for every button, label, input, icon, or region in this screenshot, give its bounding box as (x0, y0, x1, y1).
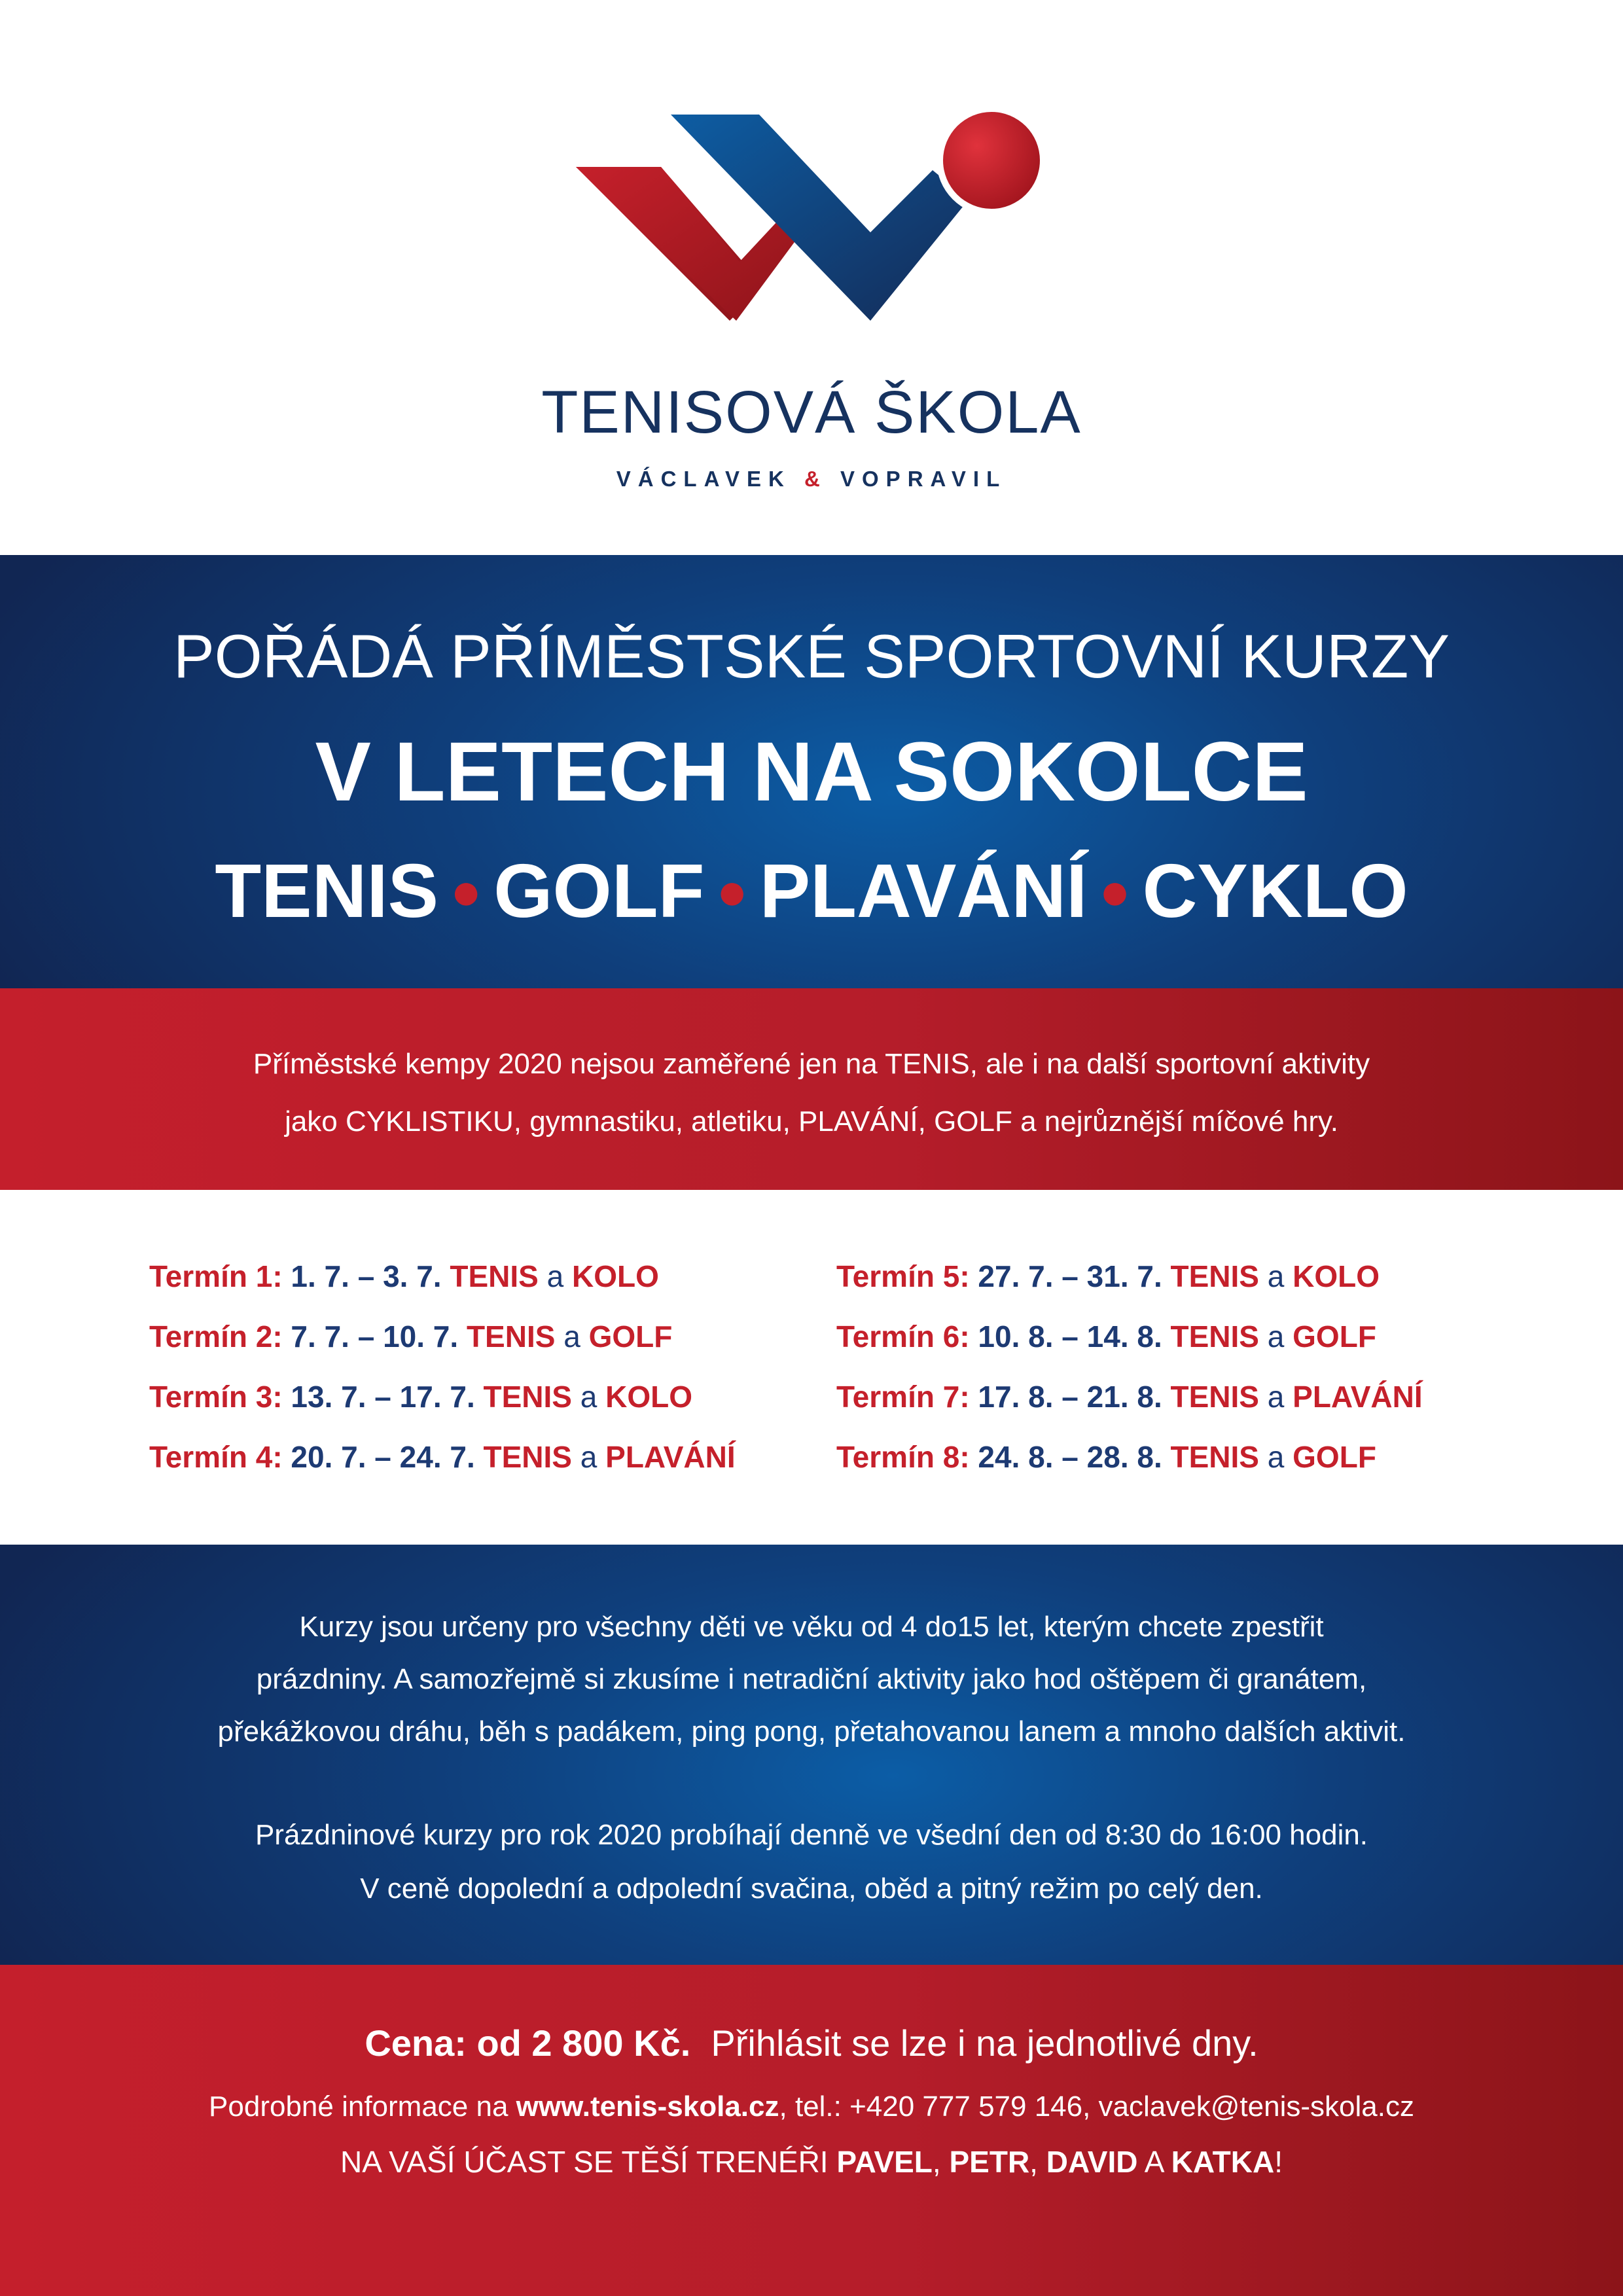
sport-plavani: PLAVÁNÍ (759, 848, 1088, 933)
separator-dot: ● (1099, 862, 1131, 920)
term-label: Termín 4: (149, 1440, 283, 1474)
footer-band (0, 1965, 1623, 2296)
term-sport-1: TENIS (466, 1319, 556, 1354)
exclaim: ! (1274, 2145, 1283, 2179)
sport-golf: GOLF (493, 848, 705, 933)
coaches-line (0, 2139, 1623, 2185)
term-label: Termín 5: (836, 1259, 970, 1293)
coaches-prefix: NA VAŠÍ ÚČAST SE TĚŠÍ TRENÉŘI (340, 2145, 829, 2179)
website-link[interactable]: www.tenis-skola.cz (516, 2090, 779, 2123)
price-note: Přihlásit se lze i na jednotlivé dny. (711, 2022, 1258, 2064)
owner-vaclavek: VÁCLAVEK (616, 467, 791, 491)
term-sport-2: PLAVÁNÍ (605, 1440, 736, 1474)
term-sport-1: TENIS (483, 1440, 572, 1474)
term-dates: 1. 7. – 3. 7. (291, 1259, 442, 1293)
tennis-school-logo-icon (569, 108, 1054, 331)
term-sport-2: KOLO (605, 1380, 693, 1414)
sport-cyklo: CYKLO (1142, 848, 1408, 933)
term-dates: 20. 7. – 24. 7. (291, 1440, 475, 1474)
ampersand: & (804, 467, 827, 491)
term-dates: 17. 8. – 21. 8. (978, 1380, 1162, 1414)
term-sport-2: KOLO (1293, 1259, 1380, 1293)
term-sport-2: PLAVÁNÍ (1293, 1380, 1423, 1414)
term-sport-1: TENIS (1170, 1319, 1259, 1354)
term-sport-2: GOLF (588, 1319, 673, 1354)
owner-vopravil: VOPRAVIL (840, 467, 1007, 491)
term-label: Termín 6: (836, 1319, 970, 1354)
contact-details: , tel.: +420 777 579 146, vaclavek@tenis-skola.cz (779, 2090, 1414, 2123)
term-sport-1: TENIS (483, 1380, 572, 1414)
coach-petr: PETR (949, 2145, 1030, 2179)
school-name: TENISOVÁ ŠKOLA (541, 379, 1082, 446)
term-label: Termín 8: (836, 1440, 970, 1474)
term-conj: a (1267, 1319, 1285, 1354)
term-dates: 24. 8. – 28. 8. (978, 1440, 1162, 1474)
separator-dot: ● (450, 862, 482, 920)
sport-tenis: TENIS (215, 848, 438, 933)
details-band (0, 1545, 1623, 1965)
coach-david: DAVID (1046, 2145, 1138, 2179)
term-conj: a (546, 1259, 564, 1293)
term-label: Termín 3: (149, 1380, 283, 1414)
term-sport-1: TENIS (1170, 1259, 1259, 1293)
term-item (149, 1437, 736, 1477)
price-line (0, 2017, 1623, 2070)
hero-band (0, 555, 1623, 988)
term-conj: a (1267, 1380, 1285, 1414)
term-conj: a (563, 1319, 580, 1354)
term-item (836, 1257, 1380, 1296)
term-sport-2: KOLO (572, 1259, 659, 1293)
intro-band (0, 988, 1623, 1190)
school-owners (0, 465, 1623, 493)
term-conj: a (580, 1440, 597, 1474)
term-item (836, 1377, 1423, 1416)
header (0, 0, 1623, 555)
term-item (836, 1317, 1376, 1356)
term-item (836, 1437, 1376, 1477)
term-sport-1: TENIS (1170, 1380, 1259, 1414)
details-line: V ceně dopolední a odpolední svačina, oběd a pitný režim po celý den. (360, 1873, 1263, 1905)
term-item (149, 1257, 659, 1296)
term-sport-1: TENIS (450, 1259, 539, 1293)
comma: , (932, 2145, 941, 2179)
term-dates: 10. 8. – 14. 8. (978, 1319, 1162, 1354)
term-conj: a (1267, 1259, 1285, 1293)
term-sport-1: TENIS (1170, 1440, 1259, 1474)
info-line (0, 2084, 1623, 2130)
term-sport-2: GOLF (1293, 1440, 1376, 1474)
details-line: Prázdninové kurzy pro rok 2020 probíhají denně ve všední den od 8:30 do 16:00 hodin. (255, 1819, 1368, 1851)
term-item (149, 1317, 672, 1356)
details-line: Kurzy jsou určeny pro všechny děti ve věku od 4 do15 let, kterým chcete zpestřit (299, 1611, 1324, 1643)
coach-katka: KATKA (1171, 2145, 1275, 2179)
separator-dot: ● (716, 862, 748, 920)
sports-list (0, 848, 1623, 934)
term-label: Termín 7: (836, 1380, 970, 1414)
term-conj: a (580, 1380, 597, 1414)
intro-line-2: jako CYKLISTIKU, gymnastiku, atletiku, PLAVÁNÍ, GOLF a nejrůznější míčové hry. (285, 1105, 1338, 1138)
hero-line-1: POŘÁDÁ PŘÍMĚSTSKÉ SPORTOVNÍ KURZY (173, 622, 1450, 691)
term-dates: 7. 7. – 10. 7. (291, 1319, 459, 1354)
coach-pavel: PAVEL (836, 2145, 933, 2179)
term-conj: a (1267, 1440, 1285, 1474)
terms-band (0, 1190, 1623, 1545)
term-sport-2: GOLF (1293, 1319, 1376, 1354)
price-label: Cena: od 2 800 Kč. (365, 2022, 691, 2064)
intro-line-1: Příměstské kempy 2020 nejsou zaměřené jen na TENIS, ale i na další sportovní aktivity (253, 1048, 1370, 1080)
hero-line-2: V LETECH NA SOKOLCE (315, 725, 1308, 819)
term-label: Termín 1: (149, 1259, 283, 1293)
details-line: překážkovou dráhu, běh s padákem, ping pong, přetahovanou lanem a mnoho dalších aktivit. (217, 1715, 1406, 1748)
term-label: Termín 2: (149, 1319, 283, 1354)
comma: , (1029, 2145, 1038, 2179)
term-dates: 13. 7. – 17. 7. (291, 1380, 475, 1414)
details-line: prázdniny. A samozřejmě si zkusíme i netradiční aktivity jako hod oštěpem či granátem, (256, 1663, 1367, 1695)
term-item (149, 1377, 692, 1416)
term-dates: 27. 7. – 31. 7. (978, 1259, 1162, 1293)
info-prefix: Podrobné informace na (209, 2090, 508, 2123)
and-word: A (1144, 2145, 1163, 2179)
